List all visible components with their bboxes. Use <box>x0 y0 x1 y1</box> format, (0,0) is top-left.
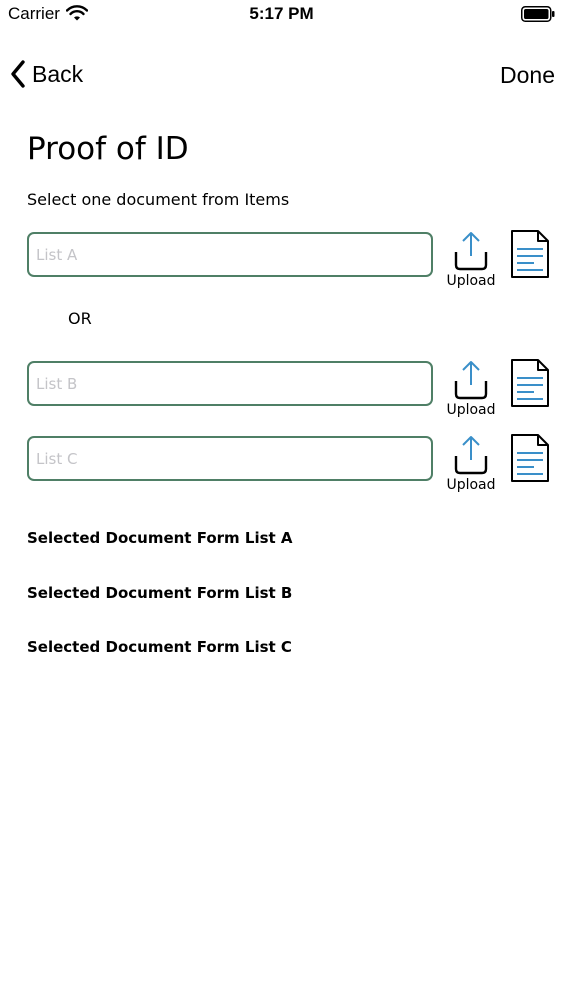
upload-icon <box>452 230 490 272</box>
upload-icon <box>452 359 490 401</box>
page-title: Proof of ID <box>27 131 189 167</box>
selected-document-list-a: Selected Document Form List A <box>27 529 293 547</box>
upload-label: Upload <box>446 273 496 289</box>
list-a-field[interactable] <box>27 232 433 277</box>
selected-document-list-b: Selected Document Form List B <box>27 584 293 602</box>
back-button[interactable] <box>10 60 83 88</box>
chevron-left-icon <box>10 60 26 88</box>
upload-label: Upload <box>446 402 496 418</box>
upload-button-list-a[interactable] <box>446 230 496 290</box>
back-label: Back <box>32 60 84 87</box>
upload-button-list-b[interactable] <box>446 359 496 419</box>
upload-button-list-c[interactable] <box>446 434 496 494</box>
battery-icon <box>521 6 555 22</box>
document-icon[interactable] <box>510 229 550 279</box>
status-time: 5:17 PM <box>249 4 314 23</box>
or-separator: OR <box>68 309 92 328</box>
list-c-field[interactable] <box>27 436 433 481</box>
upload-label: Upload <box>446 477 496 493</box>
status-carrier: Carrier <box>8 4 60 23</box>
list-b-field[interactable] <box>27 361 433 406</box>
document-icon[interactable] <box>510 433 550 483</box>
selected-document-list-c: Selected Document Form List C <box>27 638 292 656</box>
upload-icon <box>452 434 490 476</box>
done-button[interactable]: Done <box>500 62 555 88</box>
document-icon[interactable] <box>510 358 550 408</box>
page-subtitle: Select one document from Items <box>27 190 290 209</box>
